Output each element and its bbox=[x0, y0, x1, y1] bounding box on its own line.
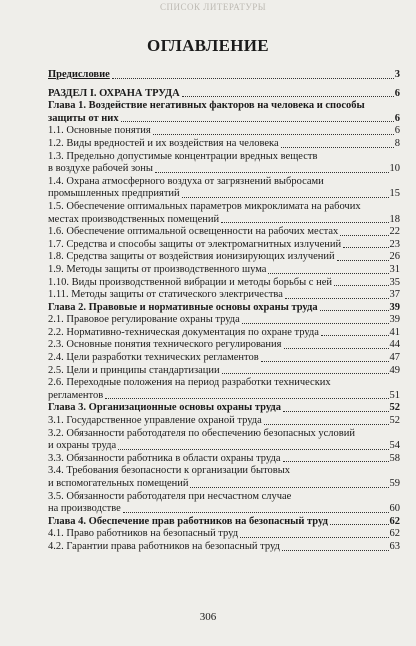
toc-entry-title-line: 3.2. Обязанности работодателя по обеспечению безопасных условий bbox=[48, 427, 355, 439]
dot-leader bbox=[340, 235, 388, 236]
dot-leader bbox=[242, 323, 389, 324]
dot-leader bbox=[240, 537, 388, 538]
toc-entry bbox=[48, 491, 400, 516]
toc-page-number: 6 bbox=[394, 125, 400, 137]
toc-entry-title-line: 4.2. Гарантии права работников на безопасный труд bbox=[48, 540, 280, 552]
dot-leader bbox=[121, 121, 394, 122]
toc-page-number: 41 bbox=[389, 326, 400, 338]
dot-leader bbox=[190, 487, 388, 488]
toc-entry bbox=[48, 100, 400, 125]
toc-entry-title-line: 1.4. Охрана атмосферного воздуха от загрязнений выбросами bbox=[48, 175, 324, 187]
toc-entry-title-line: РАЗДЕЛ I. ОХРАНА ТРУДА bbox=[48, 87, 180, 99]
dot-leader bbox=[330, 524, 389, 525]
toc-page-number: 54 bbox=[389, 440, 400, 452]
toc-entry bbox=[48, 465, 400, 490]
toc-entry-title-line: и охраны труда bbox=[48, 440, 117, 452]
toc-entry-title-line: местах производственных помещений bbox=[48, 213, 220, 225]
dot-leader bbox=[283, 411, 389, 412]
toc-page-number: 31 bbox=[389, 263, 400, 275]
toc-entry-title-line: в воздухе рабочей зоны bbox=[48, 163, 153, 175]
toc-entry-title-line: Глава 4. Обеспечение прав работников на безопасный труд bbox=[48, 515, 328, 527]
toc-page-number: 47 bbox=[389, 352, 400, 364]
toc-entry bbox=[48, 239, 400, 252]
toc-entry bbox=[48, 314, 400, 327]
toc-page-number: 59 bbox=[389, 478, 400, 489]
dot-leader bbox=[153, 134, 394, 135]
toc-entry bbox=[48, 251, 400, 264]
dot-leader bbox=[118, 449, 388, 450]
dot-leader bbox=[105, 398, 388, 399]
toc-page-number: 6 bbox=[394, 112, 400, 124]
toc-entry bbox=[48, 201, 400, 226]
toc-entry-title-line: на производстве bbox=[48, 503, 121, 515]
toc-entry bbox=[48, 415, 400, 428]
toc-entry bbox=[48, 125, 400, 138]
toc-entry-title-line: 1.11. Методы защиты от статического электричества bbox=[48, 289, 283, 301]
toc-page-number: 3 bbox=[394, 69, 400, 80]
dot-leader bbox=[182, 96, 394, 97]
dot-leader bbox=[264, 424, 389, 425]
bleed-through-text: СПИСОК ЛИТЕРАТУРЫ bbox=[160, 2, 267, 12]
dot-leader bbox=[282, 550, 389, 551]
toc-page-number: 63 bbox=[389, 540, 400, 552]
toc-page-number: 18 bbox=[389, 213, 400, 225]
toc-page-number: 62 bbox=[389, 528, 400, 540]
toc-entry-title-line: 1.3. Предельно допустимые концентрации вредных веществ bbox=[48, 150, 318, 162]
toc-entry-title-line: 1.6. Обеспечение оптимальной освещенности на рабочих местах bbox=[48, 226, 339, 238]
toc-entry bbox=[48, 541, 400, 554]
toc-entry-title-line: 2.5. Цели и принципы стандартизации bbox=[48, 364, 220, 376]
toc-page-number: 37 bbox=[389, 289, 400, 301]
toc-page-number: 15 bbox=[389, 188, 400, 200]
toc-page-number: 8 bbox=[394, 137, 400, 149]
dot-leader bbox=[221, 222, 388, 223]
toc-entry bbox=[48, 289, 400, 302]
toc-entry-title-line: 3.1. Государственное управление охраной труда bbox=[48, 415, 262, 427]
toc-entry bbox=[48, 226, 400, 239]
toc-entry-title-line: 1.5. Обеспечение оптимальных параметров микроклимата на рабочих bbox=[48, 200, 361, 212]
toc-entry-title-line: 1.10. Виды производственной вибрации и методы борьбы с ней bbox=[48, 276, 332, 288]
page-number: 306 bbox=[199, 611, 217, 623]
dot-leader bbox=[261, 361, 389, 362]
toc-entry bbox=[48, 352, 400, 365]
dot-leader bbox=[284, 348, 389, 349]
dot-leader bbox=[321, 335, 389, 336]
toc-entry bbox=[48, 402, 400, 415]
toc-entry-title-line: 2.2. Нормативно-техническая документация по охране труда bbox=[48, 326, 319, 338]
toc-entry bbox=[48, 69, 400, 82]
toc-entry-title-line: 3.4. Требования безопасности к организации бытовых bbox=[48, 465, 291, 477]
toc-entry bbox=[48, 327, 400, 340]
toc-entry-title-line: 1.9. Методы защиты от производственного шума bbox=[48, 263, 267, 275]
toc-entry bbox=[48, 516, 400, 529]
dot-leader bbox=[334, 285, 389, 286]
page-title: ОГЛАВЛЕНИЕ bbox=[147, 36, 269, 55]
dot-leader bbox=[320, 310, 389, 311]
dot-leader bbox=[343, 247, 388, 248]
toc-page-number: 49 bbox=[389, 364, 400, 376]
toc-entry bbox=[48, 138, 400, 151]
toc-entry bbox=[48, 277, 400, 290]
toc-entry-title-line: Глава 2. Правовые и нормативные основы охраны труда bbox=[48, 301, 318, 313]
toc-entry bbox=[48, 377, 400, 402]
toc-entry-title-line: Глава 1. Воздействие негативных факторов на человека и способы bbox=[48, 100, 365, 112]
toc-page-number: 35 bbox=[389, 276, 400, 288]
toc-entry bbox=[48, 176, 400, 201]
toc-entry-title-line: 1.2. Виды вредностей и их воздействия на человека bbox=[48, 137, 279, 149]
table-of-contents bbox=[48, 66, 400, 554]
toc-entry bbox=[48, 88, 400, 101]
dot-leader bbox=[123, 512, 389, 513]
toc-entry bbox=[48, 339, 400, 352]
toc-entry-title-line: 2.4. Цели разработки технических регламентов bbox=[48, 352, 259, 364]
toc-entry bbox=[48, 151, 400, 176]
toc-page-number: 52 bbox=[389, 402, 400, 414]
toc-page-number: 39 bbox=[389, 314, 400, 326]
dot-leader bbox=[281, 147, 394, 148]
dot-leader bbox=[222, 373, 389, 374]
toc-page-number: 52 bbox=[389, 415, 400, 427]
toc-entry bbox=[48, 302, 400, 315]
toc-entry bbox=[48, 264, 400, 277]
toc-entry-title-line: 1.7. Средства и способы защиты от электромагнитных излучений bbox=[48, 238, 342, 250]
toc-page-number: 44 bbox=[389, 339, 400, 351]
dot-leader bbox=[155, 172, 389, 173]
toc-page-number: 58 bbox=[389, 452, 400, 464]
toc-page-number: 6 bbox=[394, 87, 400, 99]
toc-page-number: 26 bbox=[389, 251, 400, 263]
dot-leader bbox=[285, 298, 389, 299]
toc-entry bbox=[48, 365, 400, 378]
toc-entry-title-line: регламентов bbox=[48, 389, 104, 401]
toc-page-number: 51 bbox=[389, 389, 400, 401]
toc-entry-title-line: 2.1. Правовое регулирование охраны труда bbox=[48, 314, 240, 326]
toc-page-number: 22 bbox=[389, 226, 400, 238]
toc-entry bbox=[48, 428, 400, 453]
toc-entry bbox=[48, 528, 400, 541]
toc-entry-title-line: Предисловие bbox=[48, 69, 110, 80]
dot-leader bbox=[182, 197, 389, 198]
dot-leader bbox=[268, 273, 388, 274]
toc-page-number: 60 bbox=[389, 503, 400, 515]
toc-entry-title-line: 3.5. Обязанности работодателя при несчастном случае bbox=[48, 490, 292, 502]
toc-entry-title-line: 1.1. Основные понятия bbox=[48, 125, 151, 137]
toc-entry-title-line: 3.3. Обязанности работника в области охраны труда bbox=[48, 452, 281, 464]
toc-page-number: 10 bbox=[389, 163, 400, 175]
dot-leader bbox=[337, 260, 389, 261]
toc-page-number: 62 bbox=[389, 515, 400, 527]
toc-entry-title-line: 2.6. Переходные положения на период разработки технических bbox=[48, 377, 331, 389]
toc-entry-title-line: 1.8. Средства защиты от воздействия ионизирующих излучений bbox=[48, 251, 335, 263]
toc-entry-title-line: 2.3. Основные понятия технического регулирования bbox=[48, 339, 282, 351]
toc-entry-title-line: и вспомогательных помещений bbox=[48, 478, 189, 489]
toc-entry-title-line: 4.1. Право работников на безопасный труд bbox=[48, 528, 239, 540]
toc-entry-title-line: защиты от них bbox=[48, 112, 119, 124]
toc-entry-title-line: Глава 3. Организационные основы охраны труда bbox=[48, 402, 281, 414]
dot-leader bbox=[112, 78, 394, 79]
toc-entry bbox=[48, 453, 400, 466]
toc-page-number: 23 bbox=[389, 238, 400, 250]
toc-entry-title-line: промышленных предприятий bbox=[48, 188, 180, 200]
dot-leader bbox=[283, 461, 389, 462]
toc-page-number: 39 bbox=[389, 301, 400, 313]
